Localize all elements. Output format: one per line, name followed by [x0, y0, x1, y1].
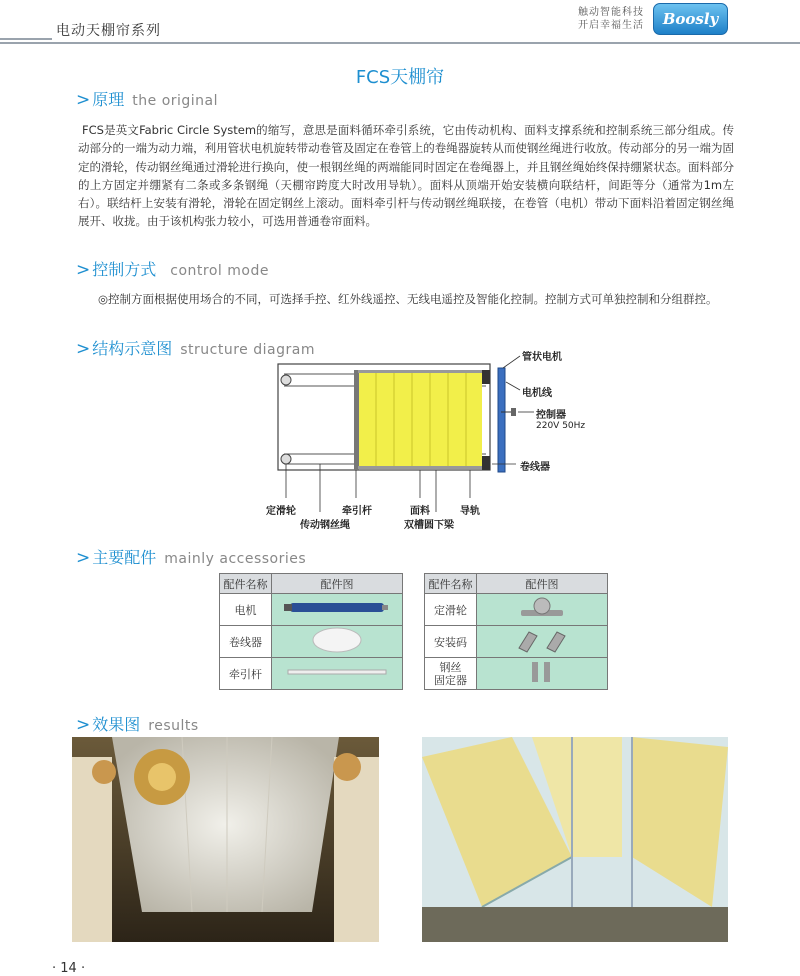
- section-control-heading: [76, 257, 269, 280]
- rail-bottom: [358, 466, 486, 469]
- table-header-row: [220, 574, 403, 594]
- mounting-bracket-image: [507, 626, 577, 654]
- chevron-right-icon: >: [76, 260, 91, 280]
- section-title-en: the original: [132, 93, 219, 109]
- table-row: [220, 594, 403, 626]
- wire-clamp-image: [512, 658, 572, 686]
- brand-logo: [653, 3, 728, 35]
- table-row: [425, 658, 608, 690]
- column-header: 配件名称: [220, 574, 272, 594]
- accessory-image: [272, 594, 403, 626]
- accessory-image: [477, 658, 608, 690]
- principle-paragraph: FCS是英文Fabric Circle System的缩写，意思是面料循环牵引系统，它由传动机构、面料支撑系统和控制系统三部分组成。传动部分的一端为动力端，利用管状电机旋转带动卷管及固定在卷管上的卷绳器旋转从而使钢丝绳进行收放。传动部分的另一端为固定的滑轮，传动钢丝绳通过滑轮进行换向，使一根钢丝绳的两端能同时固定在卷绳器上，并且钢丝绳始终保持绷紧状态。面料部分的上方固定并绷紧有二条或多条钢绳（天棚帘跨度大时改用导轨）。面料从顶端开始安装横向联结杆，间距等分（通常为1m左右）。联结杆上安装有滑轮，滑轮在固定钢丝上滚动。面料牵引杆与传动钢丝绳联接，在卷管（电机）带动下面料沿着固定钢丝绳展开、收拢。由于该机构张力较小，可选用普通卷帘面料。: [78, 123, 734, 229]
- label-winder: 卷线器: [520, 462, 550, 473]
- section-accessories-heading: [76, 545, 306, 568]
- label-beam: 双槽圆下梁: [404, 520, 454, 531]
- series-title: 电动天棚帘系列: [56, 23, 161, 39]
- accessory-name: 定滑轮: [425, 594, 477, 626]
- section-title-zh: 结构示意图: [92, 339, 173, 358]
- chevron-right-icon: >: [76, 548, 91, 568]
- pulley-top: [281, 375, 291, 385]
- page-title: FCS天棚帘: [355, 67, 445, 88]
- chevron-right-icon: >: [76, 339, 91, 359]
- accessories-table-left: [219, 573, 403, 690]
- accessory-image: [272, 658, 403, 690]
- label-fabric: 面料: [410, 506, 430, 517]
- chevron-right-icon: >: [76, 90, 91, 110]
- section-title-en: mainly accessories: [164, 551, 307, 567]
- pull-bar: [354, 370, 359, 470]
- section-title-zh: 原理: [92, 90, 125, 109]
- accessory-name: 牵引杆: [220, 658, 272, 690]
- page-number: · 14 ·: [52, 961, 86, 976]
- slogan-line-2: 开启幸福生活: [578, 20, 644, 31]
- slogan: [578, 6, 644, 32]
- label-cable: 电机线: [522, 388, 552, 399]
- accessory-image: [477, 594, 608, 626]
- table-row: [425, 594, 608, 626]
- header-rule: [0, 42, 800, 44]
- label-wire: 传动钢丝绳: [300, 520, 350, 531]
- tubular-motor-image: [282, 597, 392, 619]
- accessory-name: 安装码: [425, 626, 477, 658]
- winder-top: [482, 370, 490, 384]
- table-row: [220, 626, 403, 658]
- skylight-blinds-photo: [422, 737, 728, 942]
- section-title-zh: 效果图: [92, 715, 141, 734]
- controller-box: [511, 408, 516, 416]
- lobby-ceiling-photo: [72, 737, 379, 942]
- section-principle-heading: [76, 87, 218, 110]
- table-row: [425, 626, 608, 658]
- control-paragraph: ◎控制方面根据使用场合的不同，可选择手控、红外线遥控、无线电遥控及智能化控制。控制方式可单独控制和分组群控。: [98, 292, 718, 306]
- label-rail: 导轨: [460, 506, 480, 517]
- section-title-en: results: [148, 718, 199, 734]
- label-power: 220V 50Hz: [536, 421, 586, 431]
- section-title-zh: 控制方式: [92, 260, 157, 279]
- label-pulley: 定滑轮: [266, 506, 296, 517]
- accessory-image: [272, 626, 403, 658]
- header-rule-notch: [0, 38, 52, 40]
- table-header-row: [425, 574, 608, 594]
- pull-bar-image: [282, 666, 392, 678]
- tubular-motor: [498, 368, 505, 472]
- leader-line: [506, 382, 520, 390]
- label-pull-bar: 牵引杆: [342, 506, 372, 517]
- label-controller: 控制器: [536, 410, 566, 421]
- table-row: [220, 658, 403, 690]
- structure-diagram: [266, 352, 630, 532]
- section-title-en: structure diagram: [180, 342, 315, 358]
- accessory-name: 电机: [220, 594, 272, 626]
- rail-top: [358, 370, 486, 373]
- accessories-table-right: [424, 573, 608, 690]
- leader-line: [503, 356, 520, 368]
- accessory-name: 卷线器: [220, 626, 272, 658]
- pulley-bottom: [281, 454, 291, 464]
- chevron-right-icon: >: [76, 715, 91, 735]
- accessory-image: [477, 626, 608, 658]
- slogan-line-1: 触动智能科技: [578, 7, 644, 18]
- winder-bottom: [482, 456, 490, 470]
- column-header: 配件图: [477, 574, 608, 594]
- winder-image: [307, 627, 367, 653]
- column-header: 配件名称: [425, 574, 477, 594]
- section-title-en: control mode: [170, 263, 269, 279]
- column-header: 配件图: [272, 574, 403, 594]
- result-photo-lobby: [72, 737, 379, 942]
- section-title-zh: 主要配件: [92, 548, 157, 567]
- section-results-heading: [76, 712, 199, 735]
- accessory-name: 钢丝 固定器: [425, 658, 477, 690]
- logo-text: Boosly: [662, 10, 719, 28]
- structure-diagram-drawing: [270, 352, 630, 532]
- fixed-pulley-image: [507, 596, 577, 620]
- fabric-panel: [358, 372, 482, 468]
- label-motor: 管状电机: [522, 352, 562, 363]
- result-photo-skylight: [422, 737, 728, 942]
